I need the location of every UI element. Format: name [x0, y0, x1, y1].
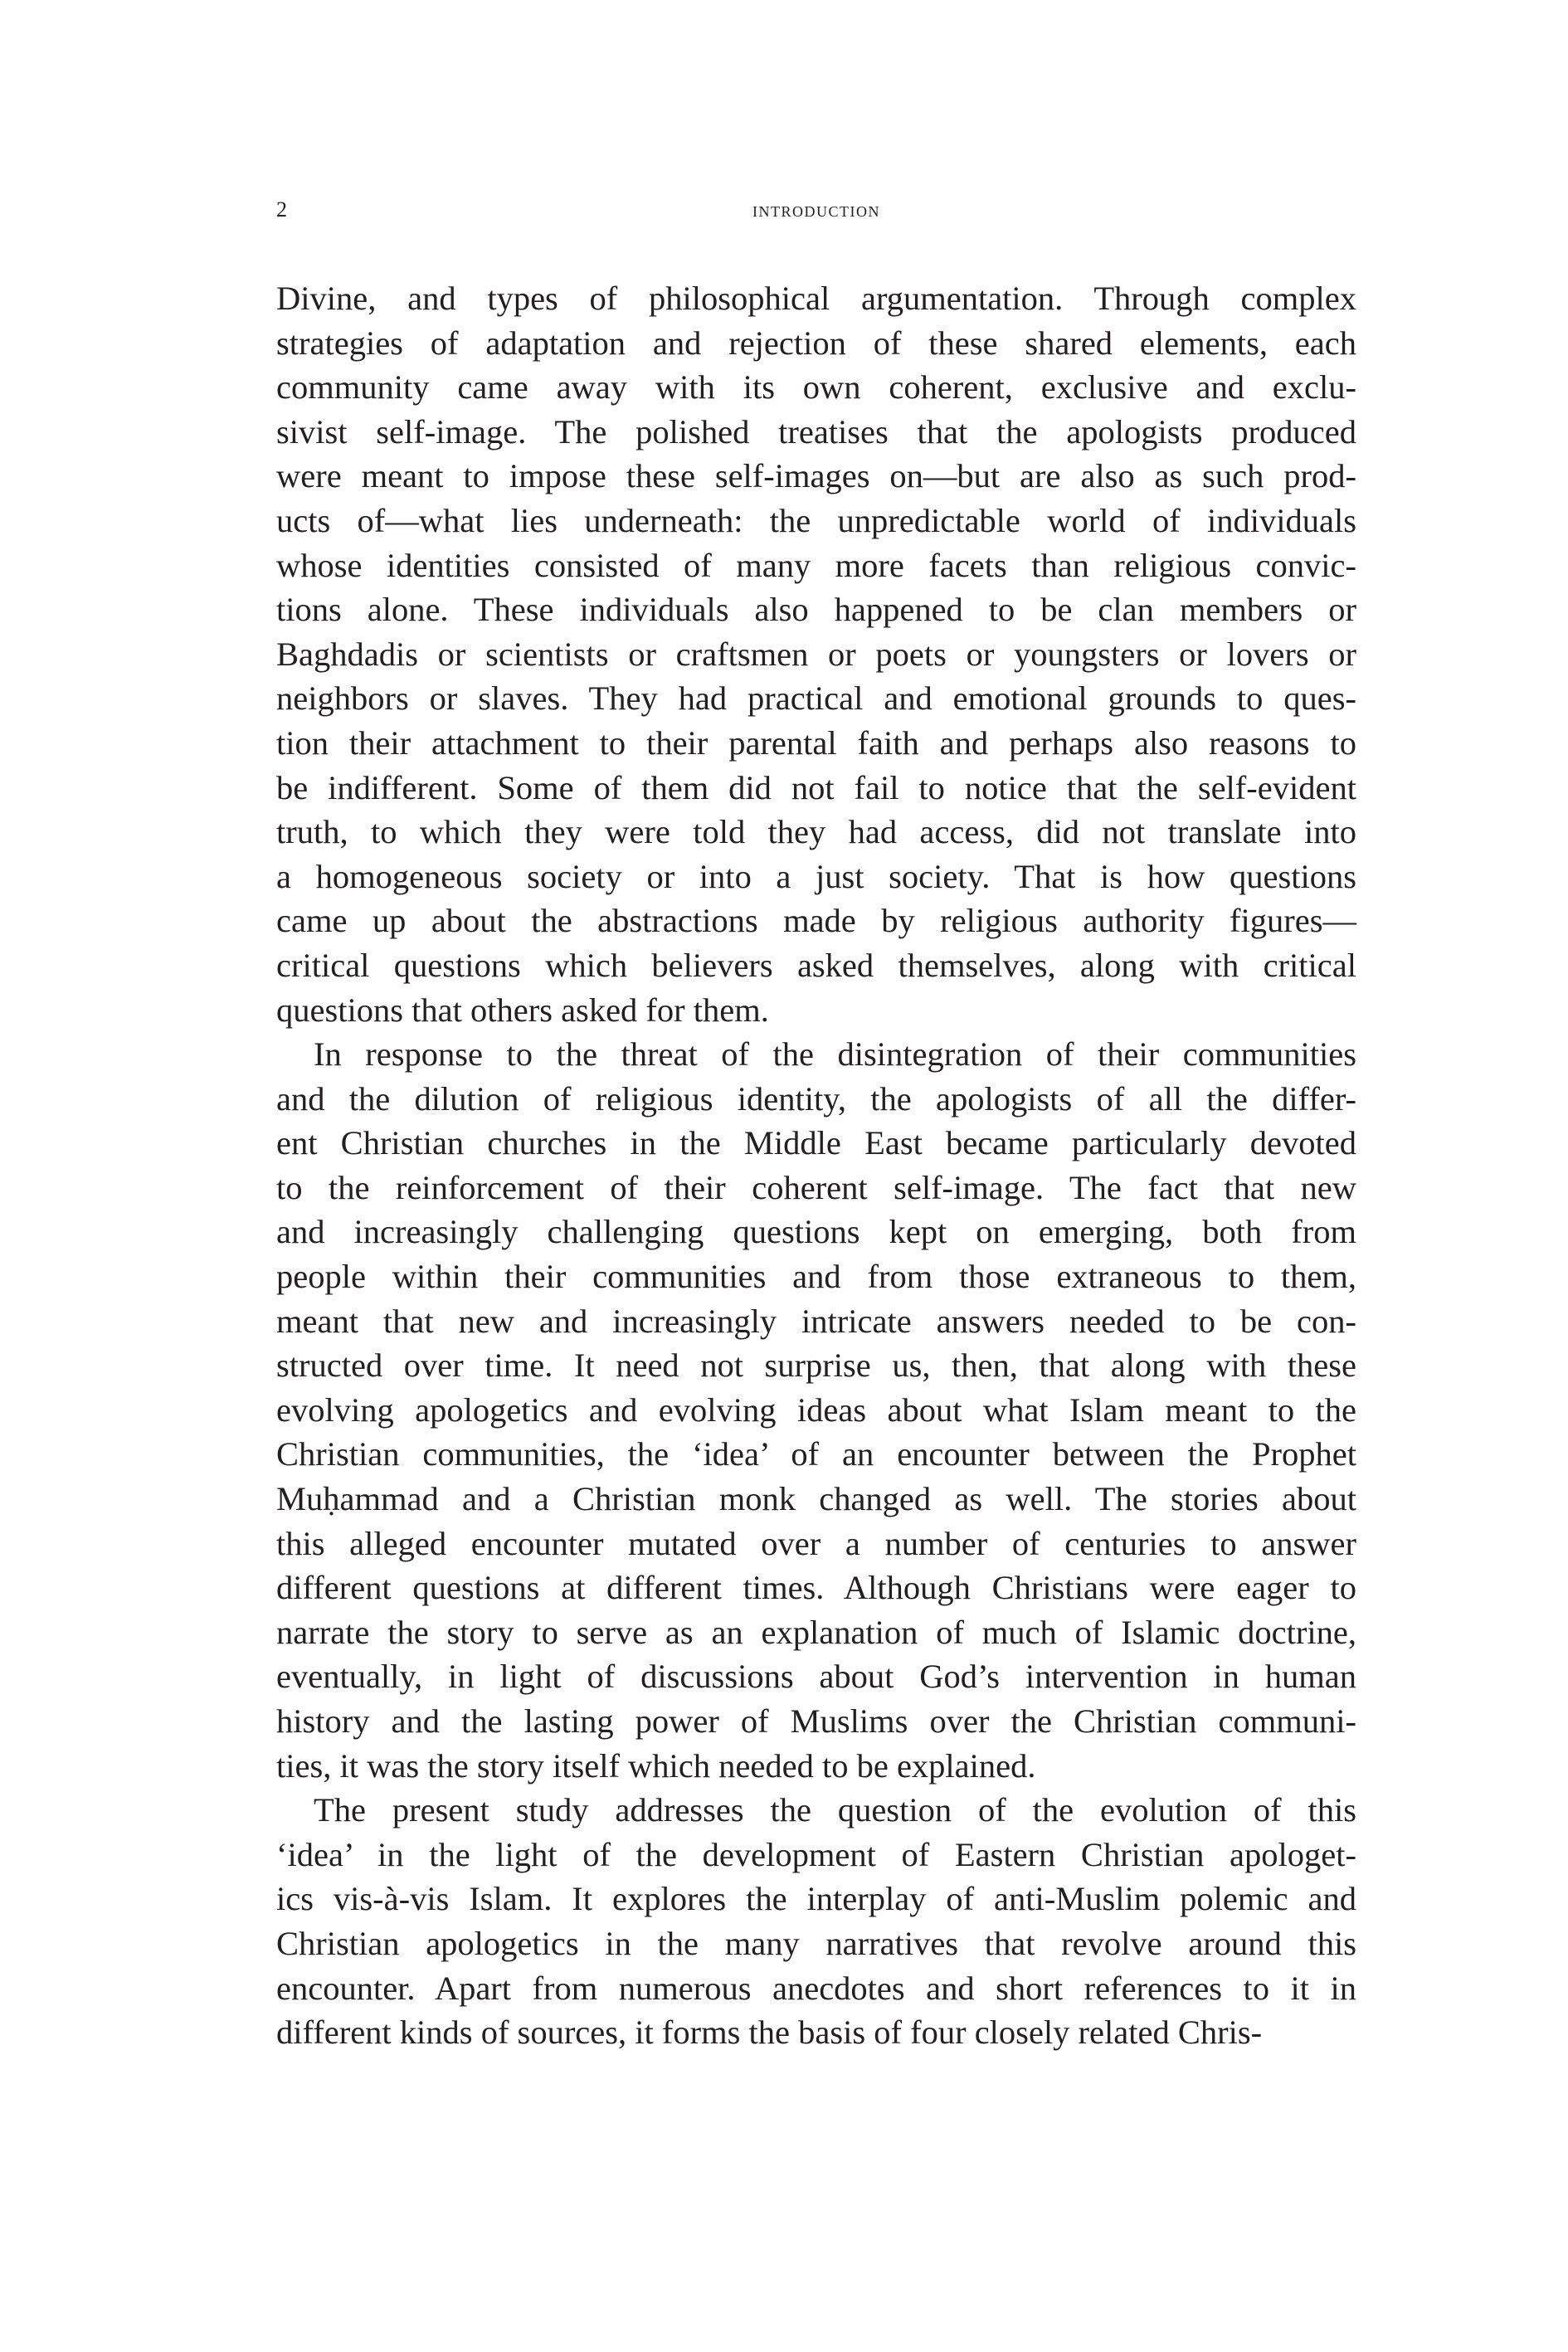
text-line: to the reinforcement of their coherent self-image. The fact that new	[276, 1168, 1356, 1206]
text-line: a homogeneous society or into a just society. That is how questions	[276, 857, 1356, 895]
text-line: were meant to impose these self-images on—but are also as such prod-	[276, 457, 1356, 495]
text-line: ics vis-à-vis Islam. It explores the interplay of anti-Muslim polemic and	[276, 1880, 1356, 1918]
paragraph	[276, 276, 1356, 1032]
text-line: The present study addresses the question of the evolution of this	[314, 1791, 1356, 1829]
text-line: In response to the threat of the disintegration of their communities	[314, 1035, 1356, 1074]
body-text	[276, 276, 1356, 2055]
text-line: history and the lasting power of Muslims over the Christian communi-	[276, 1702, 1356, 1740]
page-number: 2	[276, 197, 288, 222]
text-line: be indifferent. Some of them did not fail to notice that the self-evident	[276, 768, 1356, 806]
text-line: Muḥammad and a Christian monk changed as well. The stories about	[276, 1480, 1356, 1518]
text-line: and the dilution of religious identity, the apologists of all the differ-	[276, 1079, 1356, 1118]
text-line: Christian communities, the ‘idea’ of an encounter between the Prophet	[276, 1435, 1356, 1473]
text-line: different kinds of sources, it forms the basis of four closely related Chris-	[276, 2014, 1263, 2052]
text-line: questions that others asked for them.	[276, 991, 769, 1029]
text-line: truth, to which they were told they had access, did not translate into	[276, 813, 1356, 851]
text-line: ties, it was the story itself which needed to be explained.	[276, 1746, 1036, 1785]
text-line: Baghdadis or scientists or craftsmen or poets or youngsters or lovers or	[276, 635, 1356, 673]
running-title: introduction	[752, 197, 880, 222]
text-line: ucts of—what lies underneath: the unpredictable world of individuals	[276, 501, 1356, 539]
text-line: community came away with its own coherent, exclusive and exclu-	[276, 368, 1356, 407]
paragraph	[276, 1788, 1356, 2055]
text-line: narrate the story to serve as an explanation of much of Islamic doctrine,	[276, 1613, 1356, 1651]
text-line: critical questions which believers asked themselves, along with critical	[276, 946, 1356, 984]
text-line: this alleged encounter mutated over a number of centuries to answer	[276, 1524, 1356, 1562]
text-line: different questions at different times. Although Christians were eager to	[276, 1569, 1356, 1607]
text-line: eventually, in light of discussions about God’s intervention in human	[276, 1658, 1356, 1696]
text-line: people within their communities and from those extraneous to them,	[276, 1258, 1356, 1296]
text-line: and increasingly challenging questions kept on emerging, both from	[276, 1213, 1356, 1251]
text-line: whose identities consisted of many more facets than religious convic-	[276, 546, 1356, 584]
text-line: Divine, and types of philosophical argumentation. Through complex	[276, 280, 1356, 317]
text-line: came up about the abstractions made by religious authority figures—	[276, 902, 1356, 940]
text-line: Christian apologetics in the many narratives that revolve around this	[276, 1924, 1356, 1962]
text-line: structed over time. It need not surprise us, then, that along with these	[276, 1346, 1356, 1385]
text-line: sivist self-image. The polished treatises that the apologists produced	[276, 412, 1356, 450]
text-line: strategies of adaptation and rejection of these shared elements, each	[276, 324, 1356, 362]
text-line: tion their attachment to their parental faith and perhaps also reasons to	[276, 723, 1356, 762]
text-line: ent Christian churches in the Middle East became particularly devoted	[276, 1124, 1356, 1162]
text-line: encounter. Apart from numerous anecdotes and short references to it in	[276, 1969, 1356, 2007]
text-line: evolving apologetics and evolving ideas about what Islam meant to the	[276, 1390, 1356, 1429]
text-line: tions alone. These individuals also happened to be clan members or	[276, 591, 1356, 629]
running-head	[276, 197, 1356, 231]
text-line: ‘idea’ in the light of the development of Eastern Christian apologet-	[276, 1835, 1356, 1873]
text-line: neighbors or slaves. They had practical and emotional grounds to ques-	[276, 679, 1356, 718]
paragraph	[276, 1032, 1356, 1788]
text-line: meant that new and increasingly intricate answers needed to be con-	[276, 1302, 1356, 1340]
